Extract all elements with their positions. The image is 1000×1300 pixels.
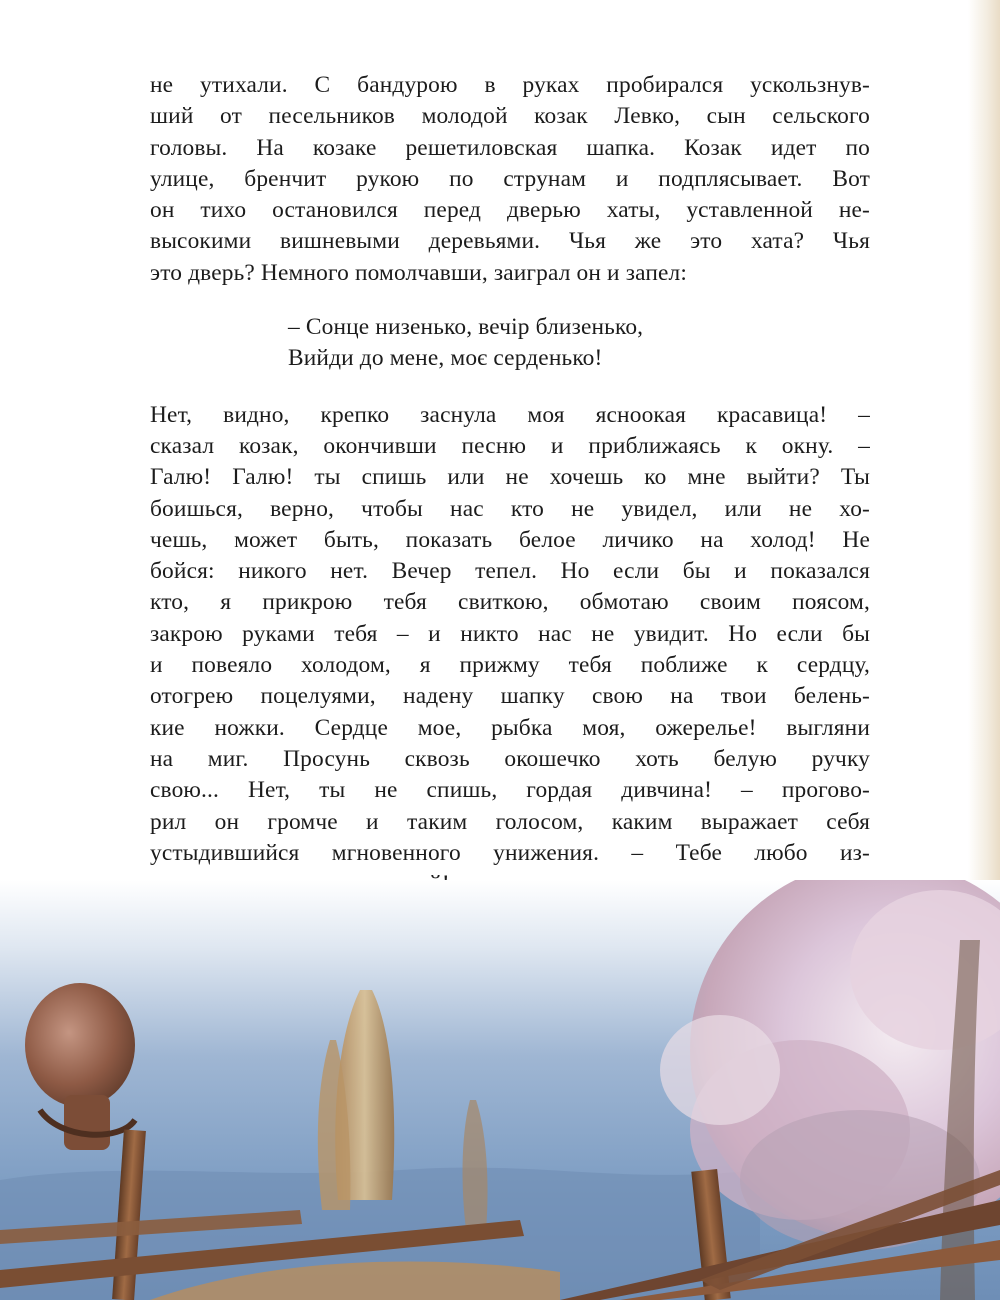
text-line: Нет, видно, крепко заснула моя ясноокая красавица! –	[150, 401, 870, 428]
text-line: улице, бренчит рукою по струнам и подплясывает. Вот	[150, 165, 870, 192]
text-line: и повеяло холодом, я прижму тебя поближе к сердцу,	[150, 652, 870, 679]
text-line: – Сонце низенько, вечір близенько,	[288, 314, 644, 341]
text-line: устыдившийся мгновенного унижения. – Тебе любо из-	[150, 839, 870, 866]
text-line: кто, я прикрою тебя свиткою, обмотаю своим поясом,	[150, 589, 870, 616]
text-line: отогрею поцелуями, надену шапку свою на твои белень-	[150, 683, 870, 710]
text-line: не утихали. С бандурою в руках пробирался ускользнув-	[150, 72, 870, 98]
song-verse	[150, 312, 870, 375]
text-line: сказал козак, окончивши песню и приближаясь к окну. –	[150, 432, 870, 459]
text-line: головы. На козаке решетиловская шапка. Козак идет по	[150, 134, 870, 161]
text-line: закрою руками тебя – и никто нас не увидит. Но если бы	[150, 620, 870, 647]
paragraph-2	[150, 400, 870, 901]
text-line: Галю! Галю! ты спишь или не хочешь ко мне выйти? Ты	[150, 464, 870, 491]
text-line: на миг. Просунь сквозь окошечко хоть белую ручку	[150, 745, 870, 772]
text-line: боишься, верно, чтобы нас кто не увидел, или не хо-	[150, 495, 870, 522]
text-line: кие ножки. Сердце мое, рыбка моя, ожерелье! выгляни	[150, 714, 870, 741]
text-line: высокими вишневыми деревьями. Чья же это хата? Чья	[150, 228, 870, 255]
story-text	[150, 70, 870, 900]
text-line: рил он громче и таким голосом, каким выражает себя	[150, 808, 870, 835]
illustration-village-landscape	[0, 880, 1000, 1300]
text-line: бойся: никого нет. Вечер тепел. Но если бы и показался	[150, 558, 870, 585]
text-line: свою... Нет, ты не спишь, гордая дивчина! – прогово-	[150, 777, 870, 804]
text-line: ший от песельников молодой козак Левко, сын сельского	[150, 103, 870, 130]
text-line: Вийди до мене, моє серденько!	[288, 345, 603, 372]
paragraph-1	[150, 70, 870, 289]
text-line: чешь, может быть, показать белое личико на холод! Не	[150, 526, 870, 553]
text-line: он тихо остановился перед дверью хаты, уставленной не-	[150, 197, 870, 224]
text-line: это дверь? Немного помолчавши, заиграл он и запел:	[150, 259, 688, 286]
